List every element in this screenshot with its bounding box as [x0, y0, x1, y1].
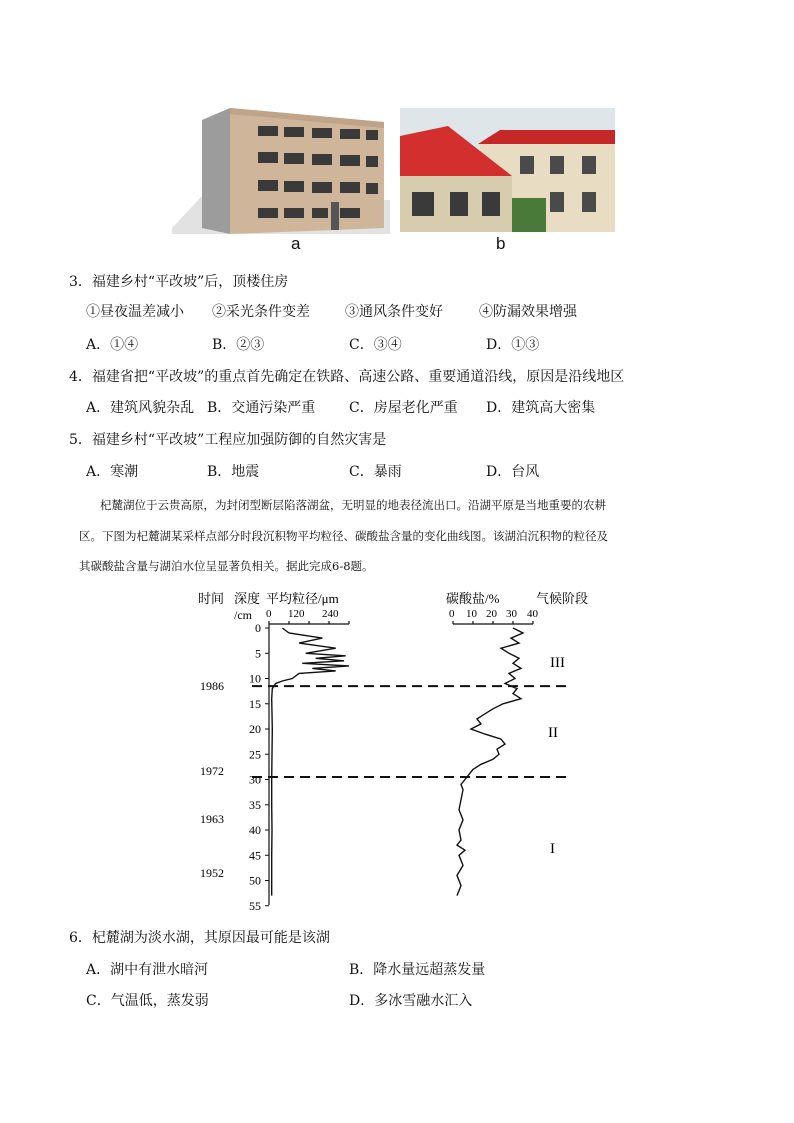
- depth-tick-label: 30: [249, 772, 261, 787]
- question-6-stem: 6．杞麓湖为淡水湖，其原因最可能是该湖: [69, 930, 330, 946]
- q3-item-1: ①昼夜温差减小: [86, 304, 184, 320]
- q3-option-b: B．②③: [212, 337, 265, 353]
- q4-option-c: C．房屋老化严重: [349, 400, 458, 416]
- grain-tick-120: 120: [288, 608, 305, 620]
- carb-tick-30: 30: [506, 608, 517, 620]
- q4-option-b: B．交通污染严重: [207, 400, 316, 416]
- sediment-chart: [190, 585, 610, 915]
- depth-ticks: [249, 621, 269, 913]
- carb-tick-40: 40: [527, 608, 538, 620]
- q3-item-4: ④防漏效果增强: [479, 304, 577, 320]
- carb-tick-0: 0: [449, 608, 455, 620]
- grain-tick-240: 240: [322, 608, 339, 620]
- passage-line-3: 其碳酸盐含量与湖泊水位呈显著负相关。据此完成6-8题。: [79, 559, 374, 573]
- q4-option-a: A．建筑风貌杂乱: [86, 400, 195, 416]
- photo-a-label: a: [291, 234, 301, 253]
- depth-tick-label: 5: [255, 646, 261, 661]
- passage-line-2: 区。下图为杞麓湖某采样点部分时段沉积物平均粒径、碳酸盐含量的变化曲线图。该湖泊沉积物的粒径及: [79, 529, 608, 543]
- year-1952: 1952: [200, 866, 224, 880]
- header-time: 时间: [198, 591, 225, 606]
- stage-III: III: [550, 655, 565, 671]
- q6-option-c: C．气温低，蒸发弱: [86, 993, 209, 1009]
- depth-tick-label: 50: [249, 873, 261, 888]
- year-1972: 1972: [200, 764, 224, 778]
- question-4-stem: 4．福建省把“平改坡”的重点首先确定在铁路、高速公路、重要通道沿线，原因是沿线地区: [69, 369, 625, 385]
- q5-option-c: C．暴雨: [349, 464, 402, 480]
- depth-tick-label: 20: [249, 722, 261, 736]
- depth-tick-label: 40: [249, 823, 261, 837]
- q5-option-d: D．台风: [486, 464, 540, 480]
- depth-tick-label: 55: [249, 898, 261, 913]
- q3-option-a: A．①④: [86, 337, 139, 353]
- q6-option-a: A．湖中有泄水暗河: [86, 962, 209, 978]
- photo-b-houses: [400, 108, 615, 232]
- q5-option-a: A．寒潮: [86, 464, 139, 480]
- header-carbonate: 碳酸盐/%: [446, 591, 500, 606]
- q3-option-c: C．③④: [349, 337, 402, 353]
- header-depth-unit: /cm: [234, 608, 252, 622]
- stage-I: I: [550, 841, 555, 857]
- passage-line-1: 杞麓湖位于云贵高原，为封闭型断层陷落湖盆，无明显的地表径流出口。沿湖平原是当地重要的农耕: [100, 498, 606, 512]
- year-1963: 1963: [200, 812, 224, 826]
- header-stage: 气候阶段: [536, 591, 589, 606]
- carbonate-curve: [457, 628, 523, 896]
- q3-option-d: D．①③: [486, 337, 540, 353]
- header-depth: 深度: [234, 591, 261, 606]
- grain-size-curve: [272, 628, 349, 896]
- q3-item-2: ②采光条件变差: [212, 304, 310, 320]
- carb-tick-20: 20: [486, 608, 497, 620]
- stage-boundaries: [252, 686, 568, 777]
- question-3-stem: 3．福建乡村“平改坡”后，顶楼住房: [69, 274, 289, 290]
- depth-tick-label: 35: [249, 797, 261, 812]
- photo-b-label: b: [496, 234, 506, 253]
- q5-option-b: B．地震: [207, 464, 260, 480]
- q6-option-d: D．多冰雪融水汇入: [349, 993, 473, 1009]
- grain-axis: [269, 621, 349, 624]
- depth-tick-label: 15: [249, 696, 261, 711]
- q6-option-b: B．降水量远超蒸发量: [349, 962, 486, 978]
- depth-tick-label: 45: [249, 848, 261, 863]
- photo-a-building: [172, 100, 390, 234]
- carb-tick-10: 10: [466, 608, 477, 620]
- year-1986: 1986: [200, 679, 224, 693]
- depth-tick-label: 0: [255, 621, 261, 635]
- q3-item-3: ③通风条件变好: [345, 304, 443, 320]
- question-5-stem: 5．福建乡村“平改坡”工程应加强防御的自然灾害是: [69, 432, 387, 448]
- carbonate-axis: [453, 621, 533, 624]
- stage-II: II: [548, 725, 558, 741]
- depth-tick-label: 10: [249, 671, 261, 686]
- grain-tick-0: 0: [266, 608, 272, 620]
- header-grain: 平均粒径/μm: [266, 591, 339, 606]
- depth-tick-label: 25: [249, 747, 261, 762]
- q4-option-d: D．建筑高大密集: [486, 400, 596, 416]
